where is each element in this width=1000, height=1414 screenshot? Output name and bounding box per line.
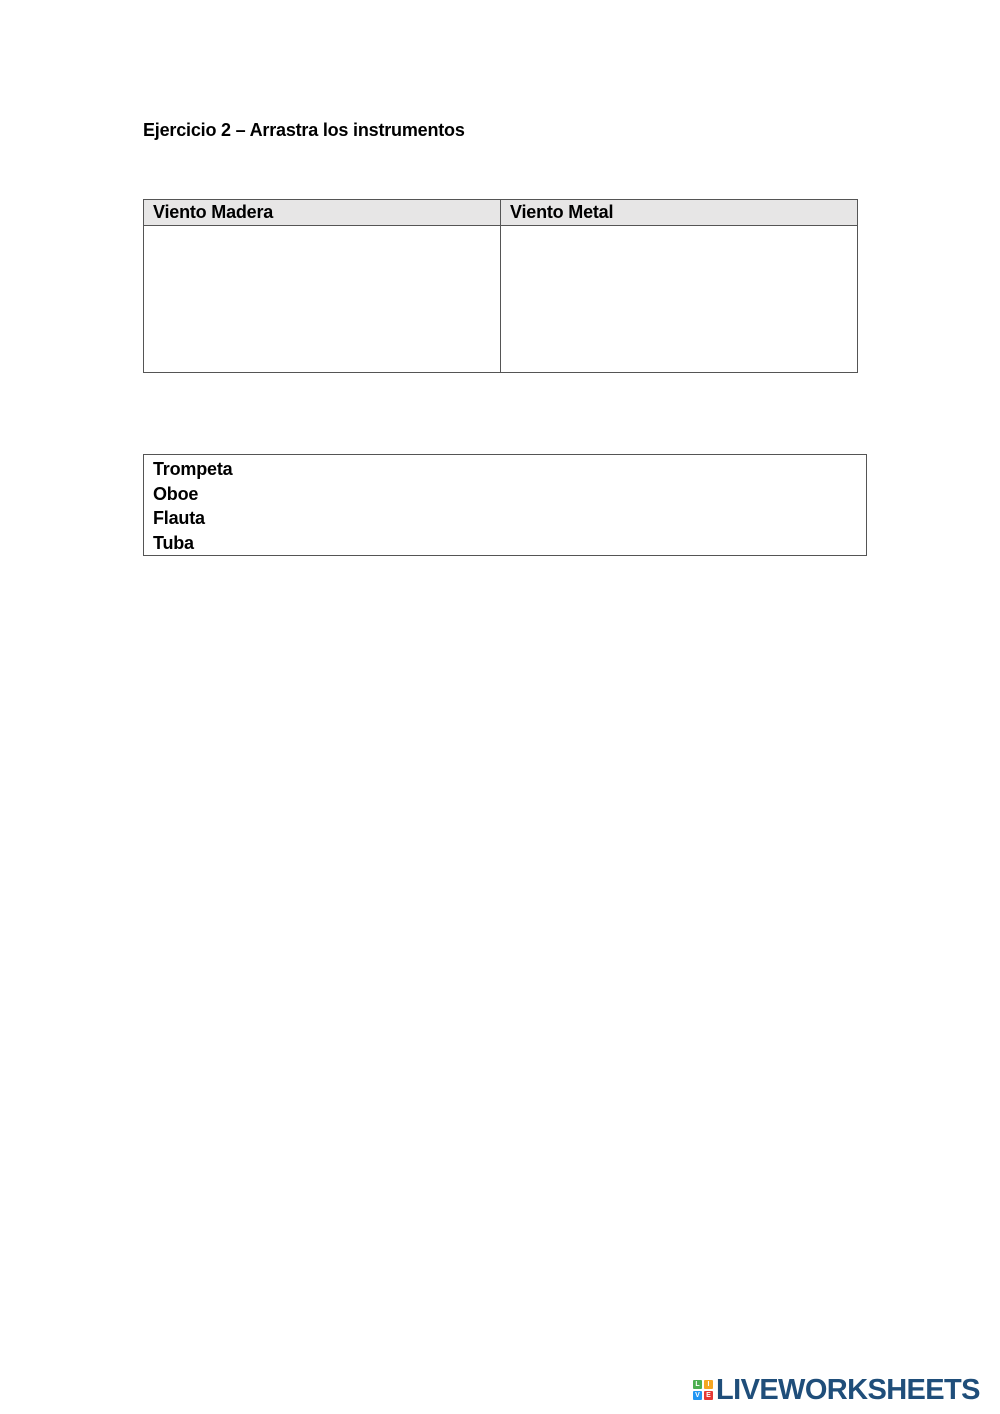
column-header-viento-madera: Viento Madera	[144, 200, 501, 226]
column-header-viento-metal: Viento Metal	[501, 200, 858, 226]
draggable-word-flauta[interactable]: Flauta	[153, 508, 205, 528]
drop-zone-viento-madera[interactable]	[144, 226, 501, 373]
sort-table	[143, 199, 858, 373]
logo-square-l: L	[693, 1380, 702, 1389]
draggable-word-oboe[interactable]: Oboe	[153, 483, 199, 504]
logo-square-v: V	[693, 1391, 702, 1400]
logo-square-e: E	[704, 1391, 713, 1400]
draggable-word-trompeta[interactable]: Trompeta	[153, 459, 233, 479]
exercise-title: Ejercicio 2 – Arrastra los instrumentos	[143, 120, 465, 140]
word-bank	[143, 454, 867, 556]
logo-square-i: I	[704, 1380, 713, 1389]
drop-zone-viento-metal[interactable]	[501, 226, 858, 373]
logo-text: LIVEWORKSHEETS	[716, 1373, 980, 1406]
draggable-word-tuba[interactable]: Tuba	[153, 532, 194, 553]
logo-squares-icon	[693, 1380, 713, 1400]
liveworksheets-logo	[693, 1374, 980, 1406]
